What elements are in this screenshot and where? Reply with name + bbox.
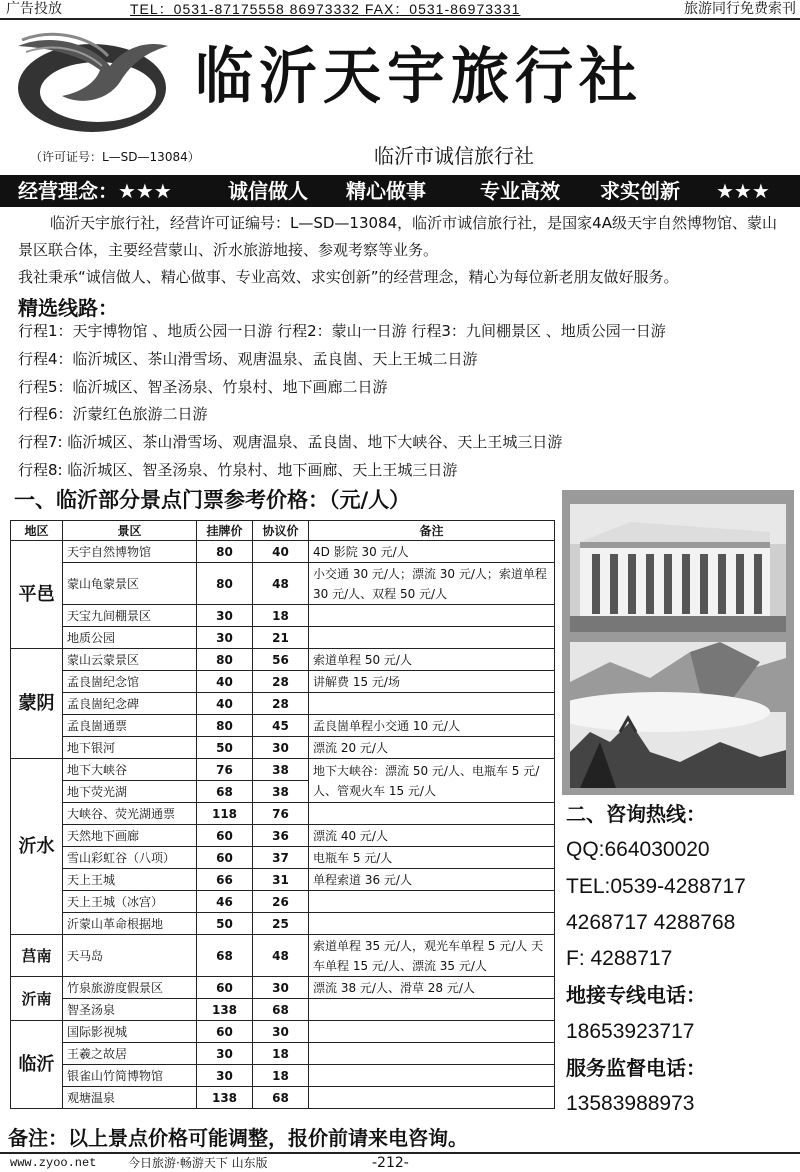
note-cell (309, 913, 555, 935)
spot-cell: 地下大峡谷 (63, 759, 197, 781)
spot-cell: 天宝九间棚景区 (63, 605, 197, 627)
qq-number: QQ:664030020 (566, 838, 710, 862)
spot-cell: 孟良崮通票 (63, 715, 197, 737)
table-row (11, 977, 555, 999)
list-price-cell: 50 (197, 913, 253, 935)
list-price-cell: 46 (197, 891, 253, 913)
column-header: 景区 (63, 521, 197, 541)
note-cell: 漂流 20 元/人 (309, 737, 555, 759)
spot-cell: 雪山彩虹谷（八项） (63, 847, 197, 869)
list-price-cell: 40 (197, 693, 253, 715)
intro-text (18, 210, 788, 291)
fax-number: F: 4288717 (566, 947, 673, 971)
deal-price-cell: 45 (253, 715, 309, 737)
local-line-number: 18653923717 (566, 1019, 695, 1043)
spot-cell: 竹泉旅游度假景区 (63, 977, 197, 999)
deal-price-cell: 30 (253, 977, 309, 999)
note-cell (309, 1021, 555, 1043)
contact-line: TEL：0531-87175558 86973332 FAX：0531-86973331 (130, 1, 521, 17)
note-cell (309, 1087, 555, 1109)
list-price-cell: 118 (197, 803, 253, 825)
list-price-cell: 68 (197, 781, 253, 803)
spot-cell: 地下银河 (63, 737, 197, 759)
deal-price-cell: 28 (253, 671, 309, 693)
license-number: （许可证号：L—SD—13084） (30, 150, 200, 164)
note-cell (309, 693, 555, 715)
company-subtitle: 临沂市诚信旅行社 (374, 144, 534, 168)
table-row (11, 541, 555, 563)
supervise-number: 13583988973 (566, 1092, 695, 1116)
list-price-cell: 30 (197, 1065, 253, 1087)
list-price-cell: 80 (197, 649, 253, 671)
deal-price-cell: 38 (253, 781, 309, 803)
table-row (11, 825, 555, 847)
list-price-cell: 68 (197, 935, 253, 977)
list-price-cell: 80 (197, 541, 253, 563)
list-price-cell: 60 (197, 825, 253, 847)
list-price-cell: 138 (197, 1087, 253, 1109)
tel-number: TEL:0539-4288717 (566, 874, 746, 898)
spot-cell: 孟良崮纪念馆 (63, 671, 197, 693)
ticket-section-title: 一、临沂部分景点门票参考价格：（元/人） (14, 488, 411, 512)
note-cell: 小交通 30 元/人；漂流 30 元/人；索道单程 30 元/人、双程 50 元/人 (309, 563, 555, 605)
deal-price-cell: 26 (253, 891, 309, 913)
mountain-photo (570, 642, 786, 788)
note-cell: 漂流 40 元/人 (309, 825, 555, 847)
company-name: 临沂天宇旅行社 (195, 40, 644, 112)
list-price-cell: 80 (197, 563, 253, 605)
table-row (11, 1043, 555, 1065)
deal-price-cell: 38 (253, 759, 309, 781)
route-item: 行程8: 临沂城区、智圣汤泉、竹泉村、地下画廊、天上王城三日游 (18, 460, 458, 479)
route-item: 行程4：临沂城区、茶山滑雪场、观唐温泉、孟良崮、天上王城二日游 (18, 349, 478, 368)
note-cell (309, 1043, 555, 1065)
table-row (11, 649, 555, 671)
deal-price-cell: 18 (253, 1065, 309, 1087)
list-price-cell: 138 (197, 999, 253, 1021)
supervise-label: 服务监督电话： (566, 1056, 706, 1081)
table-row (11, 869, 555, 891)
route-item: 行程5：临沂城区、智圣汤泉、竹泉村、地下画廊二日游 (18, 377, 388, 396)
photo-panel (562, 490, 794, 795)
deal-price-cell: 30 (253, 1021, 309, 1043)
list-price-cell: 30 (197, 1043, 253, 1065)
spot-cell: 天然地下画廊 (63, 825, 197, 847)
page-number: -212- (372, 1155, 409, 1171)
list-price-cell: 80 (197, 715, 253, 737)
list-price-cell: 76 (197, 759, 253, 781)
spot-cell: 天上王城（冰宫） (63, 891, 197, 913)
top-rule (0, 18, 800, 20)
spot-cell: 蒙山龟蒙景区 (63, 563, 197, 605)
spot-cell: 国际影视城 (63, 1021, 197, 1043)
table-row (11, 759, 555, 781)
table-row (11, 891, 555, 913)
top-bar (0, 0, 800, 18)
spot-cell: 智圣汤泉 (63, 999, 197, 1021)
deal-price-cell: 68 (253, 1087, 309, 1109)
table-row (11, 1087, 555, 1109)
spot-cell: 天宇自然博物馆 (63, 541, 197, 563)
route-item: 行程7: 临沂城区、茶山滑雪场、观唐温泉、孟良崮、地下大峡谷、天上王城三日游 (18, 433, 563, 452)
table-row (11, 1021, 555, 1043)
hotline-section (566, 796, 746, 1123)
note-cell (309, 605, 555, 627)
table-row (11, 913, 555, 935)
table-row (11, 693, 555, 715)
spot-cell: 天马岛 (63, 935, 197, 977)
spot-cell: 观塘温泉 (63, 1087, 197, 1109)
region-cell: 沂水 (11, 759, 63, 935)
route-item: 行程1：天宇博物馆 、地质公园一日游 行程2：蒙山一日游 行程3：九间棚景区 、地质公园一日游 (18, 322, 666, 340)
deal-price-cell: 31 (253, 869, 309, 891)
column-header: 备注 (309, 521, 555, 541)
region-cell: 莒南 (11, 935, 63, 977)
banner-item: 精心做事 (346, 179, 426, 203)
note-cell: 单程索道 36 元/人 (309, 869, 555, 891)
region-cell: 临沂 (11, 1021, 63, 1109)
list-price-cell: 30 (197, 627, 253, 649)
table-row (11, 605, 555, 627)
table-row (11, 999, 555, 1021)
table-row (11, 803, 555, 825)
note-cell: 电瓶车 5 元/人 (309, 847, 555, 869)
deal-price-cell: 48 (253, 935, 309, 977)
deal-price-cell: 18 (253, 1043, 309, 1065)
table-row (11, 671, 555, 693)
philosophy-banner (0, 175, 800, 207)
spot-cell: 蒙山云蒙景区 (63, 649, 197, 671)
ticket-price-table (10, 520, 555, 1109)
note-cell: 讲解费 15 元/场 (309, 671, 555, 693)
deal-price-cell: 36 (253, 825, 309, 847)
note-cell: 孟良崮单程小交通 10 元/人 (309, 715, 555, 737)
note-cell (309, 627, 555, 649)
list-price-cell: 30 (197, 605, 253, 627)
deal-price-cell: 56 (253, 649, 309, 671)
spot-cell: 地质公园 (63, 627, 197, 649)
footer-url: www.zyoo.net (10, 1156, 97, 1170)
note-cell: 4D 影院 30 元/人 (309, 541, 555, 563)
list-price-cell: 60 (197, 847, 253, 869)
deal-price-cell: 28 (253, 693, 309, 715)
local-line-label: 地接专线电话： (566, 983, 706, 1008)
table-row (11, 715, 555, 737)
spot-cell: 沂蒙山革命根据地 (63, 913, 197, 935)
note-cell (309, 1065, 555, 1087)
deal-price-cell: 68 (253, 999, 309, 1021)
routes-title: 精选线路： (18, 296, 118, 320)
banner-label: 经营理念：★★★ (18, 179, 172, 203)
free-catalog-label: 旅游同行免费索刊 (684, 1, 796, 17)
museum-photo (570, 504, 786, 632)
note-cell: 地下大峡谷：漂流 50 元/人、电瓶车 5 元/人、管观火车 15 元/人 (309, 759, 555, 803)
list-price-cell: 66 (197, 869, 253, 891)
table-row (11, 1065, 555, 1087)
deal-price-cell: 25 (253, 913, 309, 935)
bird-logo-icon (12, 26, 170, 138)
table-row (11, 563, 555, 605)
table-header-row (11, 521, 555, 541)
column-header: 挂牌价 (197, 521, 253, 541)
deal-price-cell: 48 (253, 563, 309, 605)
list-price-cell: 60 (197, 1021, 253, 1043)
list-price-cell: 50 (197, 737, 253, 759)
table-row (11, 847, 555, 869)
list-price-cell: 40 (197, 671, 253, 693)
region-cell: 沂南 (11, 977, 63, 1021)
table-row (11, 737, 555, 759)
note-cell: 索道单程 35 元/人，观光车单程 5 元/人 天车单程 15 元/人、漂流 35 元/人 (309, 935, 555, 977)
tel-number-secondary: 4268717 4288768 (566, 910, 736, 934)
page-footer (0, 1152, 800, 1172)
spot-cell: 大峡谷、荧光湖通票 (63, 803, 197, 825)
spot-cell: 孟良崮纪念碑 (63, 693, 197, 715)
column-header: 地区 (11, 521, 63, 541)
banner-tail: ★★★ (716, 179, 770, 203)
note-cell: 漂流 38 元/人、滑草 28 元/人 (309, 977, 555, 999)
spot-cell: 银雀山竹简博物馆 (63, 1065, 197, 1087)
deal-price-cell: 40 (253, 541, 309, 563)
spot-cell: 地下荧光湖 (63, 781, 197, 803)
banner-item: 专业高效 (480, 179, 560, 203)
column-header: 协议价 (253, 521, 309, 541)
region-cell: 平邑 (11, 541, 63, 649)
region-cell: 蒙阴 (11, 649, 63, 759)
intro-paragraph: 我社秉承“诚信做人、精心做事、专业高效、求实创新”的经营理念，精心为每位新老朋友做好服务。 (18, 268, 679, 286)
price-note: 备注：以上景点价格可能调整，报价前请来电咨询。 (8, 1126, 468, 1150)
banner-item: 求实创新 (600, 179, 680, 203)
routes-list (18, 318, 788, 485)
deal-price-cell: 21 (253, 627, 309, 649)
deal-price-cell: 76 (253, 803, 309, 825)
banner-item: 诚信做人 (228, 179, 308, 203)
note-cell: 索道单程 50 元/人 (309, 649, 555, 671)
deal-price-cell: 37 (253, 847, 309, 869)
list-price-cell: 60 (197, 977, 253, 999)
table-row (11, 627, 555, 649)
footer-slogan: 今日旅游·畅游天下 山东版 (128, 1156, 268, 1170)
intro-paragraph: 临沂天宇旅行社，经营许可证编号：L—SD—13084，临沂市诚信旅行社，是国家4A级天宇自然博物馆、蒙山景区联合体，主要经营蒙山、沂水旅游地接、参观考察等业务。 (18, 214, 777, 259)
ad-label: 广告投放 (6, 1, 62, 17)
deal-price-cell: 18 (253, 605, 309, 627)
route-item: 行程6：沂蒙红色旅游二日游 (18, 405, 208, 424)
table-row (11, 935, 555, 977)
note-cell (309, 891, 555, 913)
note-cell (309, 999, 555, 1021)
spot-cell: 王羲之故居 (63, 1043, 197, 1065)
deal-price-cell: 30 (253, 737, 309, 759)
note-cell (309, 803, 555, 825)
spot-cell: 天上王城 (63, 869, 197, 891)
hotline-title: 二、咨询热线： (566, 802, 706, 826)
